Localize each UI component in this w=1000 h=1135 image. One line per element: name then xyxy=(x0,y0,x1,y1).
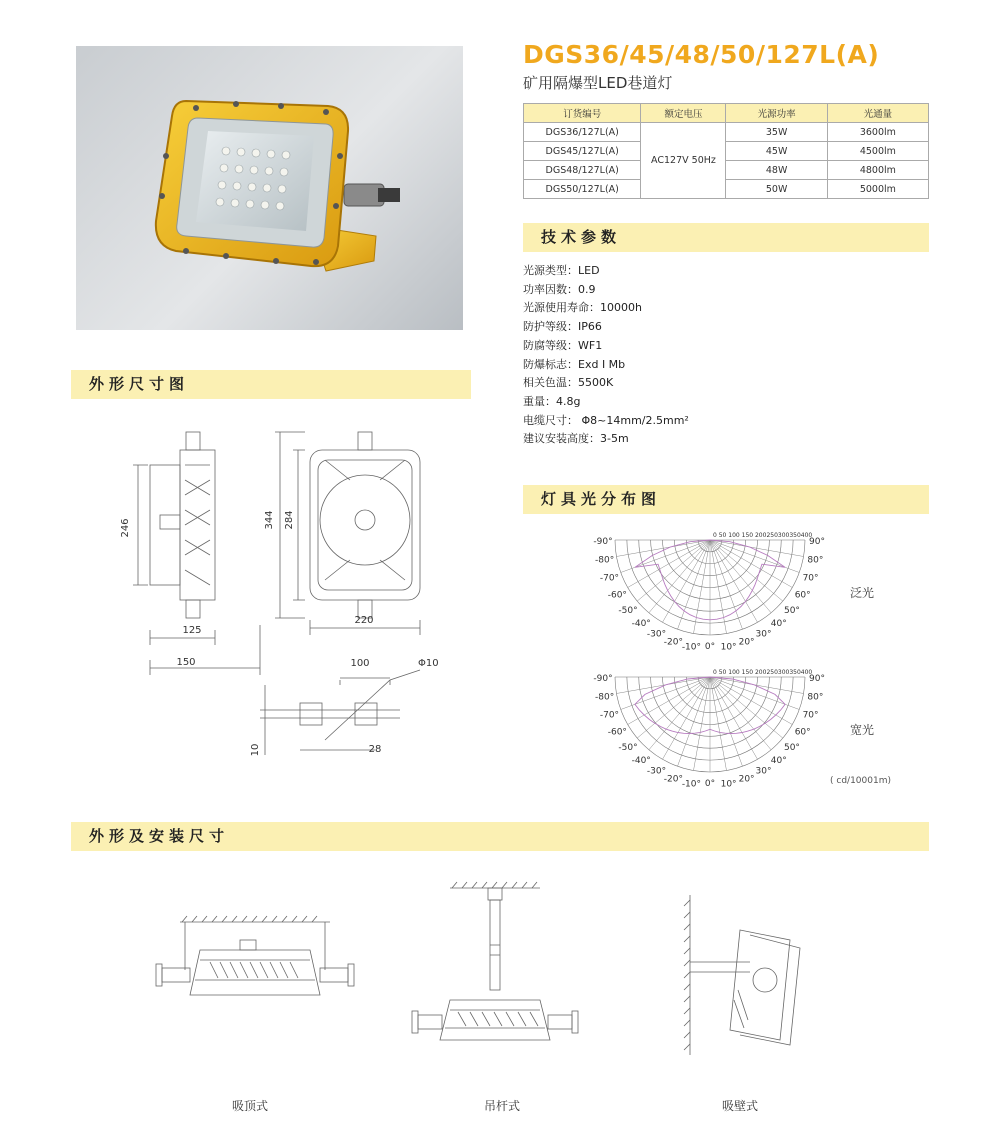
polar-narrow-angle-left: -20° xyxy=(663,774,684,785)
polar-narrow-angle-right: 30° xyxy=(755,766,772,777)
caption-ceiling: 吸顶式 xyxy=(232,1099,269,1113)
dimension-drawing xyxy=(100,420,470,770)
caption-pole: 吊杆式 xyxy=(484,1099,521,1113)
polar-narrow-radial-ticks: 0 50 100 150 200250300350400 xyxy=(713,669,813,676)
param-weight: 重量：4.8g xyxy=(523,394,581,408)
voltage-cell: AC127V 50Hz xyxy=(641,123,726,199)
polar-wide-angle-left: -20° xyxy=(663,637,684,648)
polar-wide-angle-right: 50° xyxy=(783,605,800,616)
flux-cell: 4800lm xyxy=(827,161,928,180)
polar-narrow-angle-left: -10° xyxy=(681,779,702,790)
model-cell: DGS48/127L(A) xyxy=(524,161,641,180)
flux-cell: 3600lm xyxy=(827,123,928,142)
param-lifetime: 光源使用寿命：10000h xyxy=(523,301,642,315)
param-ex-mark: 防爆标志：Exd I Mb xyxy=(523,357,626,371)
polar-narrow-angle-left: -80° xyxy=(595,692,615,703)
model-cell: DGS50/127L(A) xyxy=(524,180,641,199)
lamp-illustration xyxy=(76,46,463,330)
power-cell: 50W xyxy=(726,180,827,199)
spec-table xyxy=(523,103,929,199)
section-tech-params: 技术参数 xyxy=(523,223,929,252)
dim-284: 284 xyxy=(284,510,295,530)
table-row xyxy=(524,123,929,142)
polar-narrow-angle-left: -90° xyxy=(593,674,613,684)
polar-narrow-angle-right: 70° xyxy=(802,710,819,721)
dim-246: 246 xyxy=(120,518,131,538)
polar-wide-angle-right: 80° xyxy=(807,555,824,566)
power-cell: 48W xyxy=(726,161,827,180)
side-view-body xyxy=(150,465,180,585)
polar-narrow-angle-left: -60° xyxy=(607,727,627,738)
polar-narrow-angle-right: 40° xyxy=(770,755,787,766)
dim-150: 150 xyxy=(176,657,196,668)
dim-28: 28 xyxy=(368,744,382,755)
param-anticorrosion: 防腐等级：WF1 xyxy=(523,338,603,352)
dim-344: 344 xyxy=(264,510,275,530)
polar-wide-radial-ticks: 0 50 100 150 200250300350400 xyxy=(713,532,813,539)
param-cct: 相关色温：5500K xyxy=(523,376,614,390)
flux-cell: 5000lm xyxy=(827,180,928,199)
model-cell: DGS45/127L(A) xyxy=(524,142,641,161)
header-model: 订货编号 xyxy=(524,104,641,123)
dim-220: 220 xyxy=(354,615,374,626)
section-installation: 外形及安装尺寸 xyxy=(71,822,929,851)
polar-wide-angle-left: -90° xyxy=(593,537,613,547)
polar-narrow-angle-right: 20° xyxy=(738,774,755,785)
ceiling-mount-drawing xyxy=(156,916,354,995)
polar-wide-angle-left: -80° xyxy=(595,555,615,566)
polar-wide-angle-right: 70° xyxy=(802,573,819,584)
table-row xyxy=(524,142,929,161)
polar-wide-angle-right: 60° xyxy=(794,590,811,601)
pole-mount-drawing xyxy=(412,882,578,1040)
polar-narrow-angle-left: -40° xyxy=(631,755,651,766)
section-dimensions: 外形尺寸图 xyxy=(71,370,471,399)
dim-125: 125 xyxy=(182,625,202,636)
polar-wide-angle-left: -10° xyxy=(681,642,702,653)
table-row xyxy=(524,180,929,199)
polar-narrow-angle-left: -30° xyxy=(646,766,667,777)
power-cell: 45W xyxy=(726,142,827,161)
tech-params-list xyxy=(523,262,689,449)
label-wide: 泛光 xyxy=(850,586,875,600)
polar-narrow-angle-right: 10° xyxy=(720,779,737,790)
installation-drawings xyxy=(140,880,840,1080)
param-ip: 防护等级：IP66 xyxy=(523,320,602,334)
header-flux: 光通量 xyxy=(827,104,928,123)
label-narrow: 宽光 xyxy=(850,723,875,737)
polar-wide-angle-right: 10° xyxy=(720,642,737,653)
unit-label: ( cd/10001m) xyxy=(830,776,891,786)
polar-narrow-angle-right: 80° xyxy=(807,692,824,703)
param-power-factor: 功率因数：0.9 xyxy=(523,282,596,296)
dim-phi10: Φ10 xyxy=(418,658,439,669)
table-header-row xyxy=(524,104,929,123)
polar-wide-angle-right: 90° xyxy=(809,537,825,547)
polar-wide-angle-left: -40° xyxy=(631,618,651,629)
polar-chart-wide xyxy=(593,532,825,652)
product-subtitle: 矿用隔爆型LED巷道灯 xyxy=(523,74,673,92)
model-cell: DGS36/127L(A) xyxy=(524,123,641,142)
param-height: 建议安装高度：3-5m xyxy=(523,432,629,446)
polar-wide-angle-left: -60° xyxy=(607,590,627,601)
polar-wide-angle-left: -50° xyxy=(618,605,638,616)
polar-narrow-angle-left: -50° xyxy=(618,742,638,753)
polar-narrow-angle-right: 50° xyxy=(783,742,800,753)
polar-narrow-angle-right: 60° xyxy=(794,727,811,738)
polar-wide-angle-right: 40° xyxy=(770,618,787,629)
flux-cell: 4500lm xyxy=(827,142,928,161)
power-cell: 35W xyxy=(726,123,827,142)
polar-narrow-angle-zero: 0° xyxy=(704,779,716,789)
polar-chart-narrow xyxy=(593,669,825,789)
dim-100: 100 xyxy=(350,658,370,669)
section-light-distribution: 灯具光分布图 xyxy=(523,485,929,514)
polar-narrow-angle-right: 90° xyxy=(809,674,825,684)
table-row xyxy=(524,161,929,180)
product-photo xyxy=(76,46,463,330)
polar-wide-angle-right: 20° xyxy=(738,637,755,648)
polar-wide-angle-zero: 0° xyxy=(704,642,716,652)
polar-charts xyxy=(540,525,910,795)
caption-wall: 吸壁式 xyxy=(722,1099,759,1113)
param-cable: 电缆尺寸： Φ8~14mm/2.5mm² xyxy=(523,413,689,427)
front-view-body xyxy=(310,450,420,600)
polar-wide-angle-left: -30° xyxy=(646,629,667,640)
polar-wide-angle-left: -70° xyxy=(599,573,620,584)
product-title: DGS36/45/48/50/127L(A) xyxy=(523,40,880,69)
wall-mount-drawing xyxy=(684,895,800,1055)
polar-wide-angle-right: 30° xyxy=(755,629,772,640)
param-light-source: 光源类型：LED xyxy=(523,264,600,277)
header-voltage: 额定电压 xyxy=(641,104,726,123)
dim-10: 10 xyxy=(250,743,261,757)
header-power: 光源功率 xyxy=(726,104,827,123)
polar-narrow-angle-left: -70° xyxy=(599,710,620,721)
